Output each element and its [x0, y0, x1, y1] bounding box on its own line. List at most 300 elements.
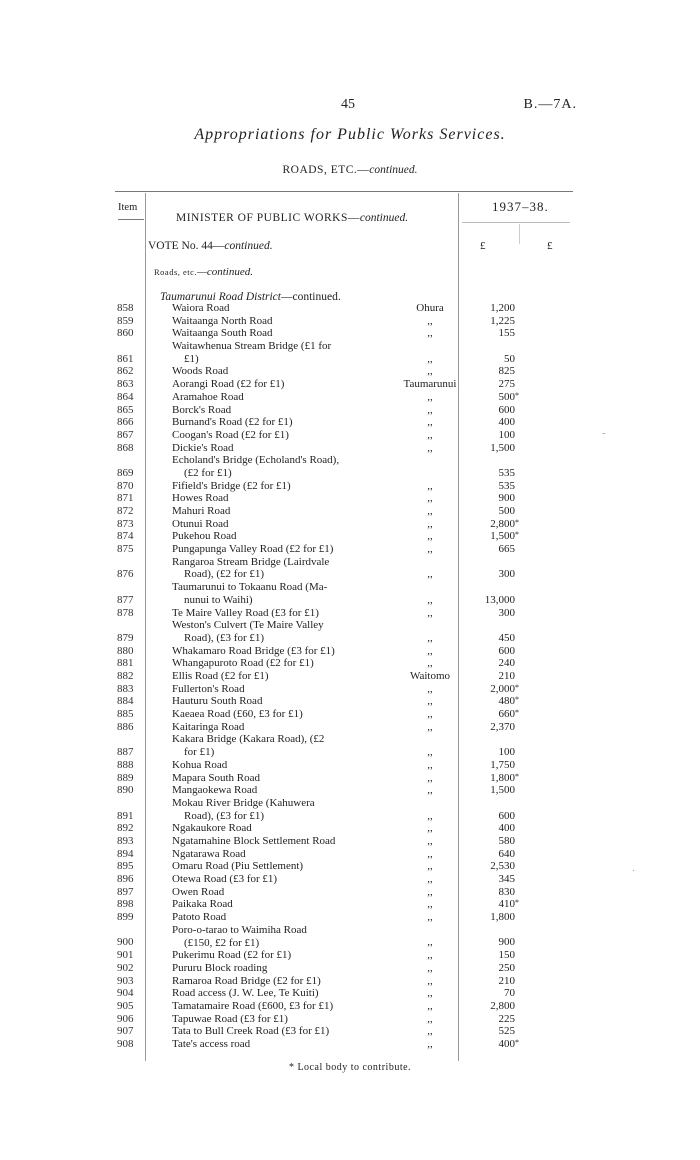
county-name: ,, [427, 1037, 433, 1050]
description-line: Aorangi Road (£2 for £1) [172, 378, 285, 391]
table-row [0, 1000, 700, 1013]
description-line: Omaru Road (Piu Settlement) [172, 860, 304, 873]
amount-value: 535 [498, 466, 515, 479]
table-row [0, 822, 700, 835]
item-description [172, 822, 372, 835]
item-description [172, 797, 372, 822]
item-number: 881 [117, 657, 134, 670]
description-line: Taumarunui to Tokaanu Road (Ma- [172, 581, 328, 594]
description-line: Kakara Bridge (Kakara Road), (£2 [172, 733, 325, 746]
amount-value: 665 [498, 543, 515, 556]
amount-value: 275 [498, 378, 515, 391]
item-number: 901 [117, 949, 134, 962]
county-name: ,, [427, 644, 433, 657]
county-name: Ohura [416, 301, 444, 314]
amount-value: 500 [498, 505, 515, 518]
table-row [0, 429, 700, 442]
amount [485, 594, 515, 607]
item-number: 869 [117, 466, 134, 479]
description-line: Tapuwae Road (£3 for £1) [172, 1012, 288, 1025]
description-line: Fifield's Bridge (£2 for £1) [172, 479, 291, 492]
amount [499, 657, 516, 670]
county-name: ,, [427, 530, 433, 543]
amount-value: 825 [498, 365, 515, 378]
county-name: ,, [427, 708, 433, 721]
item-number: 868 [117, 441, 134, 454]
county-name: ,, [427, 543, 433, 556]
description-line: Mangaokewa Road [172, 784, 258, 797]
table-row [0, 607, 700, 620]
description-line: Howes Road [172, 492, 229, 505]
local-body-contribution-mark: * [515, 898, 519, 908]
amount-value: 2,800 [490, 517, 515, 530]
section-label: ROADS, ETC.— [282, 164, 370, 176]
year-column-header: 1937–38. [492, 199, 549, 214]
table-row [0, 848, 700, 861]
county-name: ,, [427, 695, 433, 708]
description-line: Hauturu South Road [172, 695, 263, 708]
amount-value: 1,750 [490, 758, 515, 771]
amount-value: 345 [498, 873, 515, 886]
local-body-contribution-mark: * [515, 695, 519, 705]
county-name: ,, [427, 657, 433, 670]
amount [499, 327, 516, 340]
item-number: 889 [117, 771, 134, 784]
amount [490, 302, 515, 315]
amount-value: 500 [498, 390, 515, 403]
amount-value: 580 [498, 834, 515, 847]
amount-value: 210 [498, 974, 515, 987]
description-line: Te Maire Valley Road (£3 for £1) [172, 606, 319, 619]
amount [499, 492, 516, 505]
table-row [0, 949, 700, 962]
item-description [172, 340, 372, 365]
amount [504, 987, 515, 1000]
currency-symbol-1: £ [480, 240, 486, 252]
amount-value: 410 [498, 898, 515, 911]
item-number: 860 [117, 327, 134, 340]
item-description [172, 404, 372, 417]
description-line: Tate's access road [172, 1038, 251, 1050]
county-name: ,, [427, 505, 433, 518]
county-name: ,, [427, 898, 433, 911]
local-body-contribution-mark: * [515, 771, 519, 781]
item-description [172, 1025, 372, 1038]
county-name: ,, [427, 809, 433, 822]
county-name: ,, [427, 428, 433, 441]
description-line: Waiora Road [172, 302, 230, 314]
amount-value: 830 [498, 885, 515, 898]
amount-value: 300 [498, 568, 515, 581]
amount-value: 240 [498, 657, 515, 670]
table-row [0, 530, 700, 543]
item-description [172, 784, 372, 797]
county-name: ,, [427, 834, 433, 847]
county-name: ,, [427, 682, 433, 695]
description-line: Aramahoe Road [172, 390, 244, 403]
table-row [0, 797, 700, 822]
local-body-contribution-mark: * [515, 530, 519, 540]
item-description [172, 1000, 372, 1013]
item-column-header: Item [118, 202, 138, 213]
table-row [0, 708, 700, 721]
vote-label: VOTE No. 44— [148, 240, 225, 252]
amount [499, 467, 516, 480]
county-name: ,, [427, 999, 433, 1012]
item-number: 906 [117, 1012, 134, 1025]
amount-value: 70 [504, 987, 515, 1000]
table-row [0, 873, 700, 886]
amount-value: 535 [498, 479, 515, 492]
item-number: 865 [117, 403, 134, 416]
description-line: nunui to Waihi) [184, 593, 253, 606]
page-number: 45 [341, 97, 355, 112]
item-number: 905 [117, 999, 134, 1012]
item-description [172, 708, 372, 721]
amount-value: 450 [498, 631, 515, 644]
county-name: ,, [427, 911, 433, 924]
description-line: Weston's Culvert (Te Maire Valley [172, 619, 324, 632]
amount-value: 250 [498, 961, 515, 974]
amount [499, 632, 516, 645]
table-row [0, 670, 700, 683]
description-line: Echoland's Bridge (Echoland's Road), [172, 454, 340, 467]
description-line: Kaeaea Road (£60, £3 for £1) [172, 708, 303, 721]
amount [499, 543, 516, 556]
table-row [0, 1038, 700, 1051]
amount [499, 429, 516, 442]
amount [490, 784, 515, 797]
minister-heading [176, 212, 408, 224]
amount [498, 1037, 519, 1051]
table-row [0, 987, 700, 1000]
item-description [172, 518, 372, 531]
description-line: Mapara South Road [172, 771, 260, 784]
item-description [172, 480, 372, 493]
description-line: Otewa Road (£3 for £1) [172, 873, 278, 886]
item-description [172, 759, 372, 772]
item-number: 872 [117, 505, 134, 518]
amount [499, 416, 516, 429]
table-row [0, 683, 700, 696]
column-divider-right [519, 224, 520, 244]
item-number: 880 [117, 644, 134, 657]
description-line: Paikaka Road [172, 898, 233, 911]
county-name: ,, [427, 606, 433, 619]
description-line: Rangaroa Stream Bridge (Lairdvale [172, 555, 330, 568]
county-name: ,, [427, 479, 433, 492]
table-row [0, 695, 700, 708]
item-description [172, 886, 372, 899]
description-line: Whakamaro Road Bridge (£3 for £1) [172, 644, 335, 657]
table-row [0, 898, 700, 911]
amount [499, 480, 516, 493]
description-line: Ellis Road (£2 for £1) [172, 670, 269, 683]
amount-value: 1,500 [490, 784, 515, 797]
amount [498, 390, 519, 404]
item-number: 895 [117, 860, 134, 873]
table-row [0, 962, 700, 975]
amount-value: 225 [498, 1012, 515, 1025]
item-description [172, 315, 372, 328]
table-row [0, 391, 700, 404]
amount-value: 2,800 [490, 999, 515, 1012]
amount [499, 975, 516, 988]
table-row [0, 1025, 700, 1038]
amount [499, 1013, 516, 1026]
county-name: ,, [427, 390, 433, 403]
description-line: £1) [184, 352, 199, 365]
amount-value: 1,800 [490, 771, 515, 784]
amount [490, 682, 519, 696]
amount [490, 759, 515, 772]
description-line: Pururu Block roading [172, 961, 268, 974]
description-line: Road access (J. W. Lee, Te Kuiti) [172, 987, 319, 1000]
item-description [172, 721, 372, 734]
table-row [0, 772, 700, 785]
amount [499, 746, 516, 759]
item-number: 892 [117, 822, 134, 835]
item-number: 890 [117, 784, 134, 797]
amount-value: 2,370 [490, 720, 515, 733]
description-line: Borck's Road [172, 403, 232, 416]
amount-value: 1,500 [490, 441, 515, 454]
amount [499, 936, 516, 949]
document-reference: B.—7A. [523, 97, 577, 112]
county-name: ,, [427, 1012, 433, 1025]
item-number: 904 [117, 987, 134, 1000]
item-number: 873 [117, 517, 134, 530]
page-title: Appropriations for Public Works Services. [194, 126, 506, 143]
item-number: 876 [117, 568, 134, 581]
amount-value: 640 [498, 847, 515, 860]
amount-value: 150 [498, 949, 515, 962]
item-number: 885 [117, 708, 134, 721]
item-description [172, 530, 372, 543]
county-name: ,, [427, 847, 433, 860]
amount [499, 962, 516, 975]
table-row [0, 556, 700, 581]
description-line: Waitaanga North Road [172, 314, 273, 327]
table-row [0, 340, 700, 365]
amount-value: 1,200 [490, 301, 515, 314]
county-name: ,, [427, 771, 433, 784]
amount [490, 721, 515, 734]
description-line: Otunui Road [172, 517, 229, 530]
amount [499, 873, 516, 886]
item-number: 907 [117, 1025, 134, 1038]
item-description [172, 454, 372, 479]
item-description [172, 619, 372, 644]
section-heading [0, 164, 700, 176]
table-row [0, 302, 700, 315]
item-number: 897 [117, 885, 134, 898]
amount-value: 1,500 [490, 530, 515, 543]
description-line: Kaitaringa Road [172, 720, 245, 733]
amount-value: 600 [498, 644, 515, 657]
county-name: ,, [427, 568, 433, 581]
amount-value: 480 [498, 695, 515, 708]
description-line: Ngatarawa Road [172, 847, 246, 860]
item-description [172, 556, 372, 581]
currency-symbol-2: £ [547, 240, 553, 252]
item-number: 883 [117, 682, 134, 695]
county-name: ,, [427, 441, 433, 454]
item-header-underline [118, 219, 144, 220]
item-number: 874 [117, 530, 134, 543]
county-name: ,, [427, 492, 433, 505]
item-number: 900 [117, 936, 134, 949]
table-row [0, 416, 700, 429]
table-top-rule [115, 191, 573, 192]
item-description [172, 962, 372, 975]
item-description [172, 1013, 372, 1026]
table-row [0, 657, 700, 670]
item-description [172, 911, 372, 924]
amount-value: 600 [498, 809, 515, 822]
item-description [172, 391, 372, 404]
item-number: 867 [117, 428, 134, 441]
table-row [0, 911, 700, 924]
county-name: ,, [427, 327, 433, 340]
item-number: 888 [117, 758, 134, 771]
item-number: 858 [117, 301, 134, 314]
amount [499, 1025, 516, 1038]
amount [499, 810, 516, 823]
county-name: ,, [427, 746, 433, 759]
minister-label: MINISTER OF PUBLIC WORKS— [176, 212, 360, 224]
county-name: ,, [427, 860, 433, 873]
amount [498, 708, 519, 721]
description-line: for £1) [184, 746, 215, 759]
table-row [0, 924, 700, 949]
item-number: 896 [117, 873, 134, 886]
description-line: Burnand's Road (£2 for £1) [172, 416, 293, 429]
amount [499, 365, 516, 378]
description-line: Woods Road [172, 365, 229, 378]
vote-heading [148, 240, 273, 252]
amount-value: 155 [498, 327, 515, 340]
item-number: 875 [117, 543, 134, 556]
table-row [0, 505, 700, 518]
amount-value: 13,000 [484, 593, 515, 606]
item-number: 903 [117, 974, 134, 987]
item-number: 859 [117, 314, 134, 327]
amount-value: 2,530 [490, 860, 515, 873]
amount-value: 660 [498, 708, 515, 721]
description-line: Ramaroa Road Bridge (£2 for £1) [172, 974, 321, 987]
table-row [0, 480, 700, 493]
county-name: ,, [427, 784, 433, 797]
item-number: 908 [117, 1037, 134, 1050]
description-line: (£2 for £1) [184, 466, 232, 479]
description-line: Poro-o-tarao to Waimiha Road [172, 923, 307, 936]
description-line: Ngatamahine Block Settlement Road [172, 834, 336, 847]
amount [499, 835, 516, 848]
amount-value: 100 [498, 746, 515, 759]
county-name: ,, [427, 961, 433, 974]
county-name: ,, [427, 365, 433, 378]
description-line: Pungapunga Valley Road (£2 for £1) [172, 543, 334, 556]
item-number: 882 [117, 670, 134, 682]
district-label: Taumarunui Road District [160, 291, 281, 303]
item-description [172, 683, 372, 696]
amount-value: 400 [498, 416, 515, 429]
county-name: ,, [427, 352, 433, 365]
item-number: 871 [117, 492, 134, 505]
table-row [0, 543, 700, 556]
amount-value: 900 [498, 936, 515, 949]
table-row [0, 645, 700, 658]
amount-value: 900 [498, 492, 515, 505]
table-row [0, 1013, 700, 1026]
county-name: ,, [427, 631, 433, 644]
item-number: 884 [117, 695, 134, 708]
district-continued: —continued. [280, 291, 341, 303]
description-line: Pukehou Road [172, 530, 237, 543]
subhead-roads [154, 266, 253, 278]
table-row [0, 365, 700, 378]
item-description [172, 695, 372, 708]
item-description [172, 848, 372, 861]
item-description [172, 1038, 372, 1051]
section-continued: continued. [369, 164, 418, 176]
amount [490, 911, 515, 924]
county-name: ,, [427, 949, 433, 962]
county-name: ,, [427, 974, 433, 987]
item-number: 862 [117, 365, 134, 378]
county-name: ,, [427, 720, 433, 733]
amount-value: 2,000 [490, 682, 515, 695]
table-row [0, 442, 700, 455]
description-line: Kohua Road [172, 758, 228, 771]
amount [490, 442, 515, 455]
table-row [0, 581, 700, 606]
county-name: ,, [427, 987, 433, 1000]
item-description [172, 949, 372, 962]
table-row [0, 315, 700, 328]
county-name: ,, [427, 314, 433, 327]
minister-continued: continued. [359, 212, 409, 224]
margin-mark: - [602, 428, 606, 439]
item-description [172, 987, 372, 1000]
amount [498, 695, 519, 708]
item-number: 886 [117, 720, 134, 733]
county-name: ,, [427, 593, 433, 606]
item-number: 870 [117, 479, 134, 492]
amount [499, 886, 516, 899]
local-body-contribution-mark: * [515, 682, 519, 692]
description-line: (£150, £2 for £1) [184, 936, 260, 949]
item-description [172, 378, 372, 391]
county-name: ,, [427, 1025, 433, 1038]
table-row [0, 733, 700, 758]
table-row [0, 886, 700, 899]
amount [490, 517, 519, 531]
table-row [0, 759, 700, 772]
amount-value: 1,225 [490, 314, 515, 327]
item-description [172, 733, 372, 758]
county-name: Waitomo [409, 670, 451, 682]
description-line: Waitawhenua Stream Bridge (£1 for [172, 340, 332, 353]
item-description [172, 365, 372, 378]
description-line: Whangapuroto Road (£2 for £1) [172, 657, 314, 670]
county-name: ,, [427, 936, 433, 949]
amount [499, 607, 516, 620]
amount [498, 898, 519, 911]
amount-value: 600 [498, 403, 515, 416]
item-description [172, 505, 372, 518]
